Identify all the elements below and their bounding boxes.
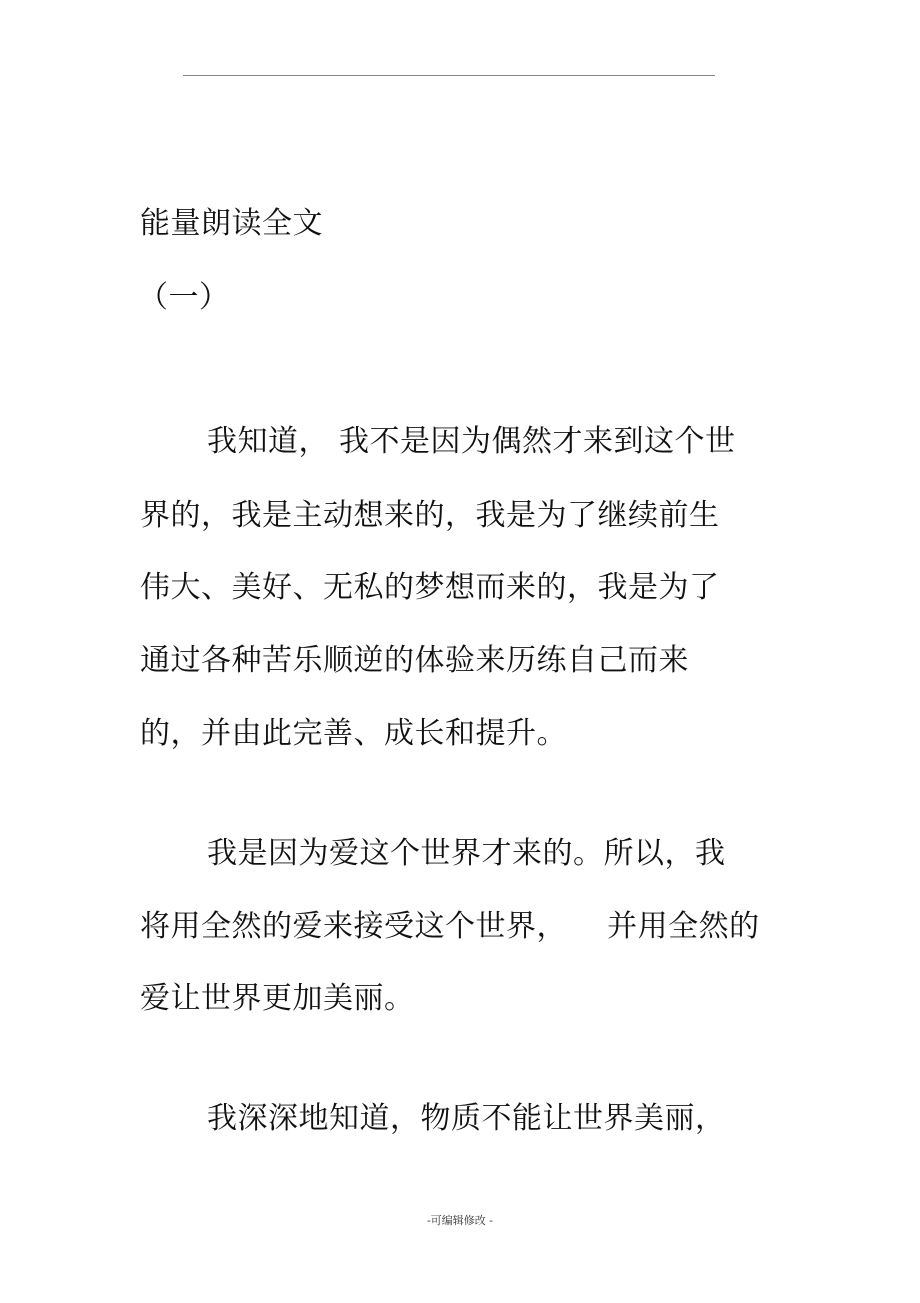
header-rule	[183, 75, 715, 76]
paragraph-line: 爱让世界更加美丽。	[140, 981, 415, 1016]
paragraph-line: 我深深地知道，物质不能让世界美丽，	[207, 1101, 726, 1136]
paragraph-line: 我是因为爱这个世界才来的。所以，我	[207, 836, 726, 871]
document-title: 能量朗读全文	[140, 206, 323, 241]
paragraph-line: 将用全然的爱来接受这个世界， 并用全然的	[140, 909, 760, 944]
paragraph-line: 的，并由此完善、成长和提升。	[140, 716, 567, 751]
paragraph-line: 我知道， 我不是因为偶然才来到这个世	[207, 424, 736, 459]
paragraph-line: 界的，我是主动想来的，我是为了继续前生	[140, 498, 720, 533]
section-label: （一）	[138, 280, 230, 315]
paragraph-line: 通过各种苦乐顺逆的体验来历练自己而来	[140, 643, 689, 678]
page-footer: -可编辑修改 -	[427, 1214, 493, 1227]
paragraph-line: 伟大、美好、无私的梦想而来的，我是为了	[140, 570, 720, 605]
